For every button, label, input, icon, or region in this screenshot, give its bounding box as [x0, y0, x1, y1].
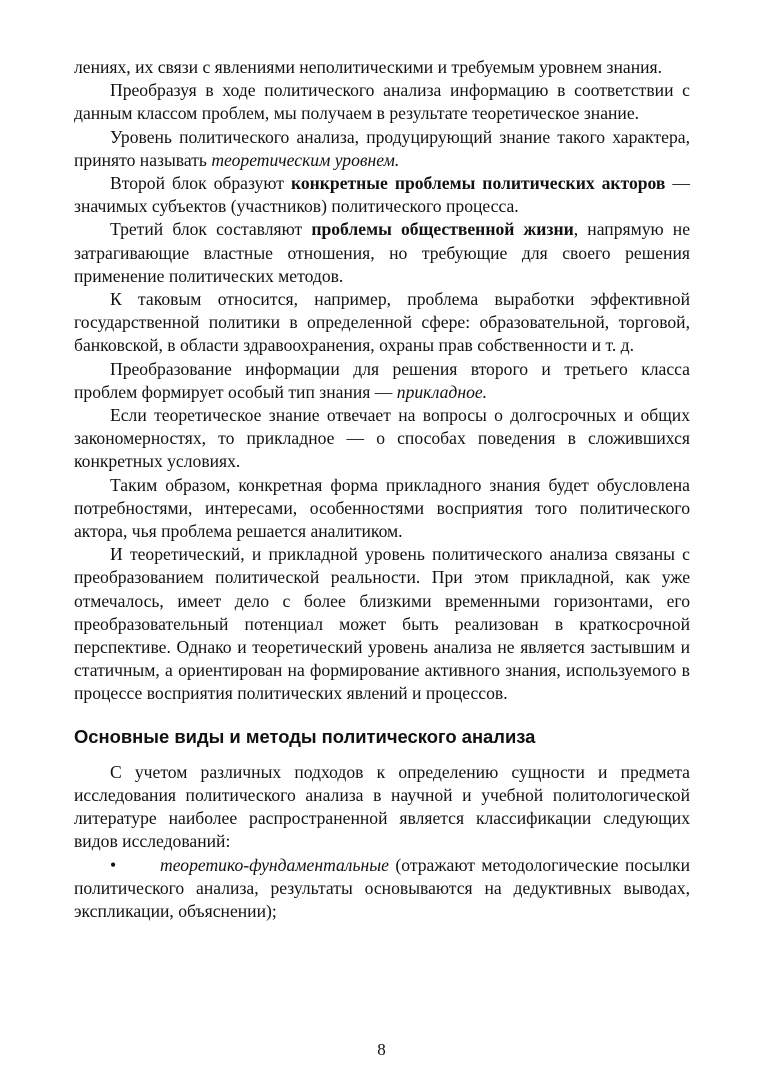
text-run: Преобразуя в ходе политического анализа информацию в соответствии с данным классом проблем, мы получаем в результате теоретическое знание.: [74, 80, 690, 124]
paragraph: [74, 172, 690, 218]
page-number: 8: [377, 1040, 386, 1059]
bold-term: проблемы общественной жизни: [311, 219, 574, 240]
text-run: Если теоретическое знание отвечает на вопросы о долгосрочных и общих закономерностях, то прикладное — о способах поведения в сложившихся конкретных условиях.: [74, 405, 690, 472]
text-run: Уровень политического анализа, продуцирующий знание такого характера, принято называть: [74, 126, 690, 170]
text-run: — значимых субъектов (участников) политического процесса.: [74, 173, 690, 217]
paragraph: [74, 404, 690, 474]
bullet-list-item: [74, 854, 690, 924]
paragraph: [74, 126, 690, 172]
text-run: Преобразование информации для решения второго и третьего класса проблем формирует особый тип знания —: [74, 358, 690, 402]
text-run: , напрямую не затрагивающие властные отношения, но требующие для своего решения применение политических методов.: [74, 219, 691, 286]
italic-term: прикладное.: [396, 381, 488, 402]
paragraph: [74, 218, 690, 288]
paragraph: [74, 474, 690, 544]
paragraph: [74, 288, 690, 358]
text-run: (отражают методологические посылки политического анализа, результаты основываются на дедуктивных выводах, экспликации, объяснении);: [74, 854, 690, 921]
italic-term: теоретико-фундаментальные: [160, 854, 389, 875]
text-run: К таковым относится, например, проблема выработки эффективной государственной политики в определенной сфере: образовательной, торговой, банковской, в области здравоохранения, охраны прав собственности и т. д.: [74, 289, 690, 356]
paragraph: [74, 79, 690, 125]
bold-term: конкретные проблемы политических акторов: [290, 173, 666, 194]
text-run: лениях, их связи с явлениями неполитическими и требуемым уровнем знания.: [74, 57, 663, 77]
text-run: Третий блок составляют: [110, 219, 312, 240]
bullet-text: [74, 855, 690, 921]
text-run: И теоретический, и прикладной уровень политического анализа связаны с преобразованием политической реальности. При этом прикладной, как уже отмечалось, имеет дело с более близкими временными горизонтами, его преобразовательный потенциал может быть реализован в краткосрочной перспективе. Однако и теоретический уровень анализа не является застывшим и статичным, а ориентирован на формирование активного знания, используемого в процессе восприятия политических явлений и процессов.: [74, 544, 690, 704]
paragraphs-before-heading: [74, 56, 690, 706]
paragraph: [74, 543, 690, 705]
paragraph: [74, 56, 690, 79]
body-text: [74, 56, 690, 923]
paragraphs-after-heading: [74, 761, 690, 854]
bullet-mark: •: [110, 854, 117, 875]
section-heading: Основные виды и методы политического анализа: [74, 725, 536, 747]
paragraph: [74, 358, 690, 404]
italic-term: теоретическим уровнем.: [211, 149, 400, 170]
paragraph: [74, 761, 690, 854]
text-run: С учетом различных подходов к определению сущности и предмета исследования политического анализа в научной и учебной политологической литературе наиболее распространенной является классификации следующих видов исследований:: [74, 761, 690, 852]
text-run: Таким образом, конкретная форма прикладного знания будет обусловлена потребностями, интересами, особенностями восприятия того политического актора, чья проблема решается аналитиком.: [74, 474, 690, 542]
text-run: Второй блок образуют: [110, 173, 291, 194]
